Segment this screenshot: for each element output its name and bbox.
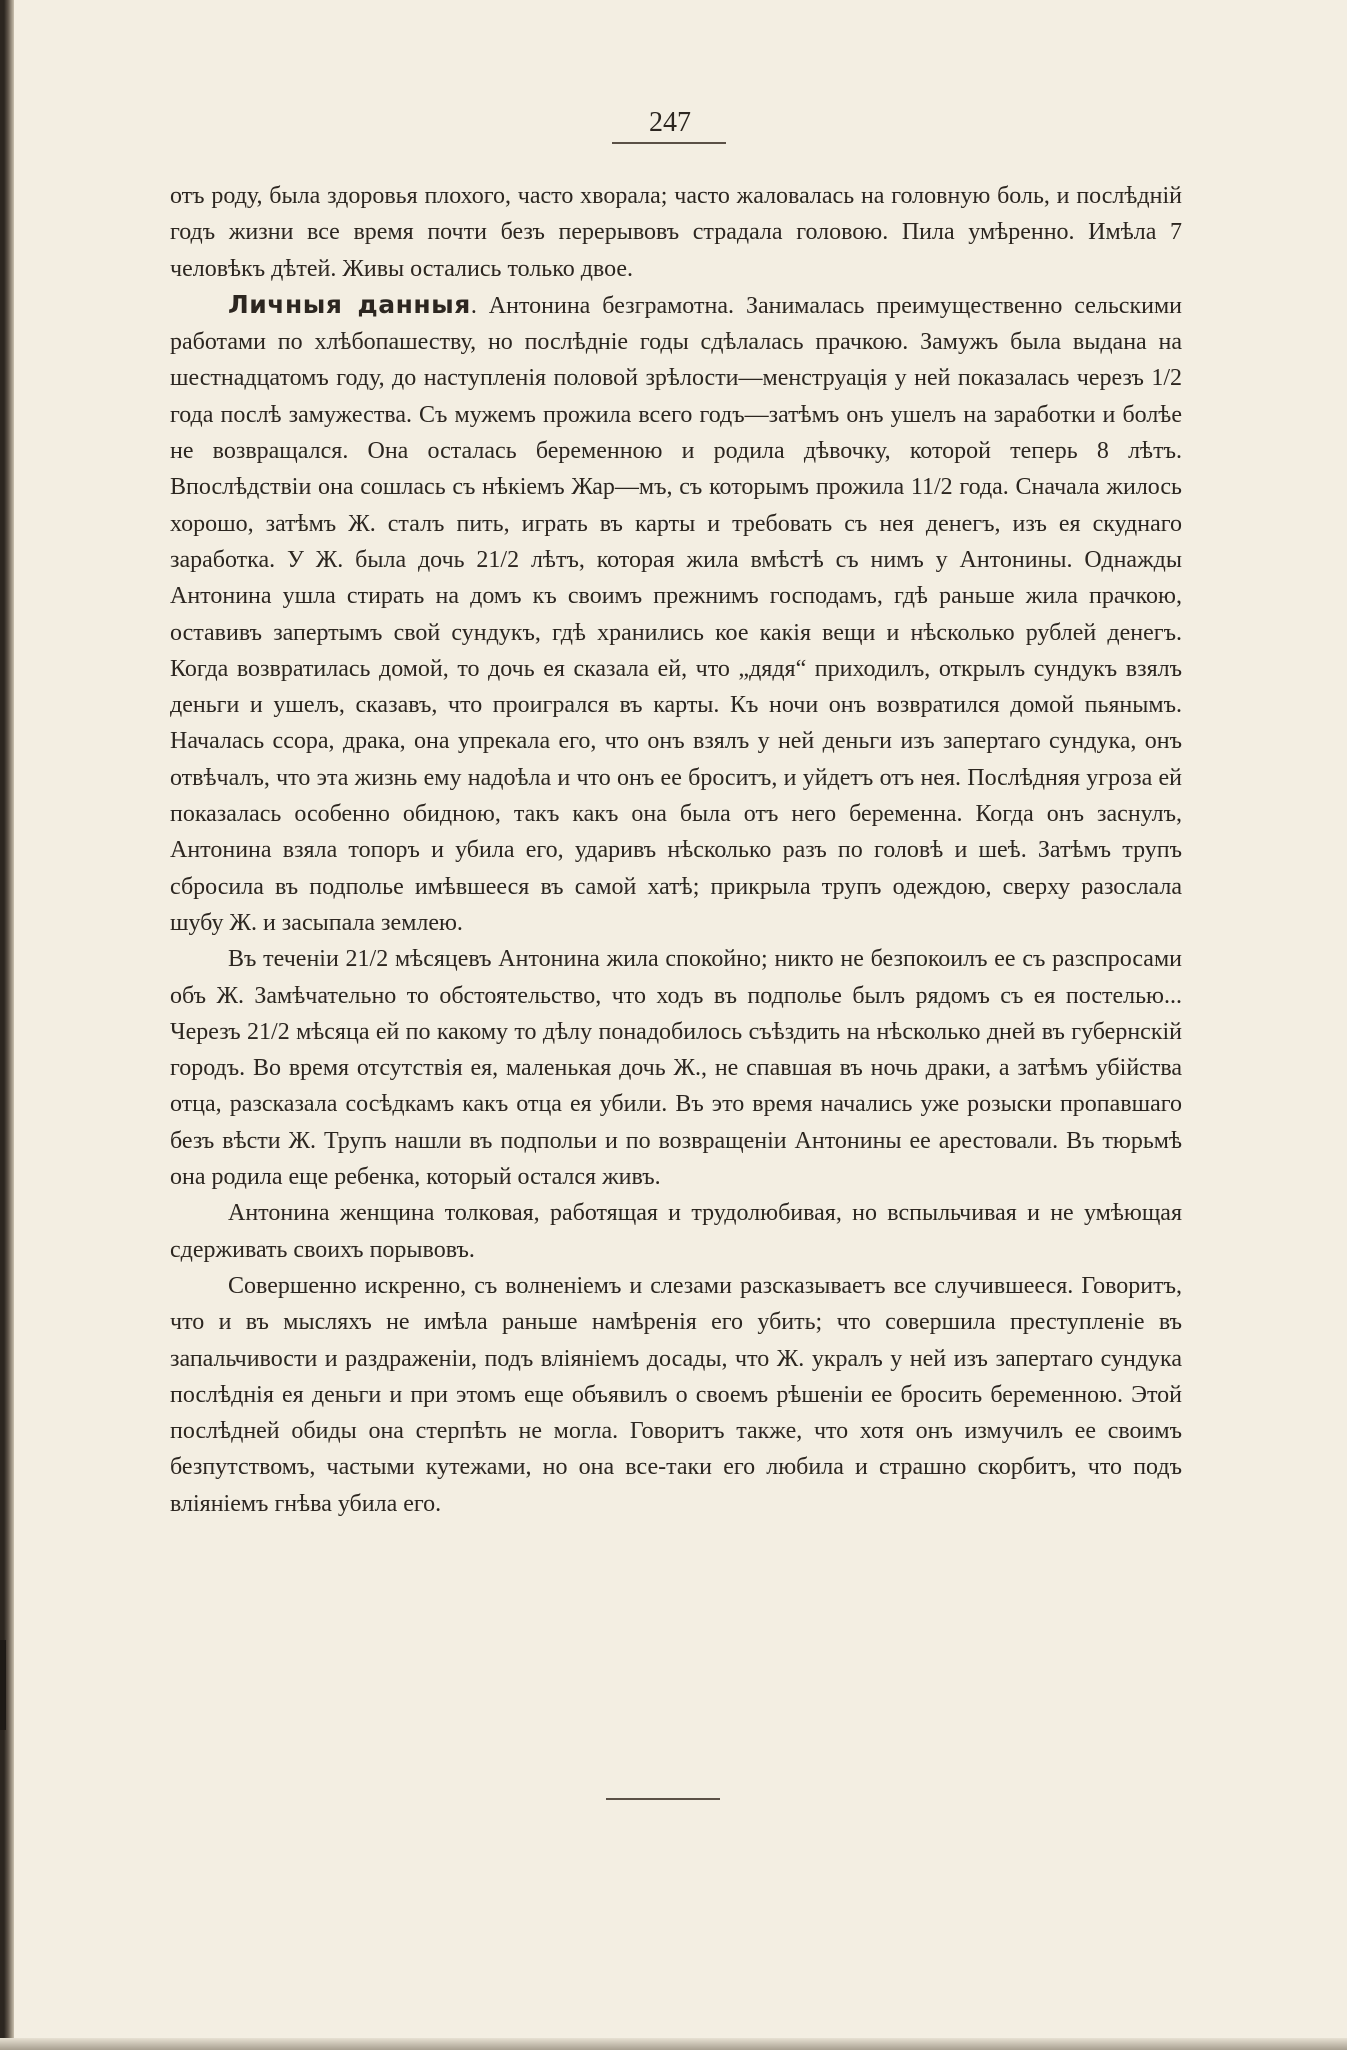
page-bottom-edge [0, 2038, 1347, 2050]
page-number: 247 [649, 107, 691, 138]
paragraph-4-text: Антонина женщина толковая, работящая и трудолюбивая, но вспыльчивая и не умѣющая сдерживать своихъ порывовъ. [170, 1200, 1182, 1263]
paragraph-2 [170, 287, 1182, 941]
paragraph-1 [170, 178, 1182, 287]
page-number-underline [612, 142, 726, 144]
paragraph-4 [170, 1195, 1182, 1268]
page-binding-edge [0, 0, 14, 2050]
end-of-text-rule [606, 1798, 720, 1800]
paragraph-3-text: Въ теченiи 21/2 мѣсяцевъ Антонина жила спокойно; никто не безпокоилъ ее съ разспросами объ Ж. Замѣчательно то обстоятельство, что ходъ въ подполье былъ рядомъ съ ея постелью... Черезъ 21/2 мѣсяца ей по какому то дѣлу понадобилось съѣздить на нѣсколько дней въ губернскiй городъ. Во время отсутствiя ея, маленькая дочь Ж., не спавшая въ ночь драки, а затѣмъ убiйства отца, разсказала сосѣдкамъ какъ отца ея убили. Въ это время начались уже розыски пропавшаго безъ вѣсти Ж. Трупъ нашли въ подпольи и по возвращенiи Антонины ее арестовали. Въ тюрьмѣ она родила еще ребенка, который остался живъ. [170, 946, 1182, 1191]
paragraph-5 [170, 1268, 1182, 1522]
section-heading-personal-data: Личныя данныя [228, 289, 471, 319]
body-text [170, 178, 1182, 1522]
paragraph-3 [170, 941, 1182, 1195]
paragraph-1-text: отъ роду, была здоровья плохого, часто хворала; часто жаловалась на головную боль, и послѣднiй годъ жизни все время почти безъ перерывовъ страдала головою. Пила умѣренно. Имѣла 7 человѣкъ дѣтей. Живы остались только двое. [170, 183, 1182, 282]
binding-mark [0, 1640, 6, 1730]
paragraph-2-text: . Антонина безграмотна. Занималась преимущественно сельскими работами по хлѣбопашеству, но послѣднiе годы сдѣлалась прачкою. Замужъ была выдана на шестнадцатомъ году, до наступленiя половой зрѣлости—менструацiя у ней показалась черезъ 1/2 года послѣ замужества. Съ мужемъ прожила всего годъ—затѣмъ онъ ушелъ на заработки и болѣе не возвращался. Она осталась беременною и родила дѣвочку, которой теперь 8 лѣтъ. Впослѣдствiи она сошлась съ нѣкiемъ Жар—мъ, съ которымъ прожила 11/2 года. Сначала жилось хорошо, затѣмъ Ж. сталъ пить, играть въ карты и требовать съ нея денегъ, изъ ея скуднаго заработка. У Ж. была дочь 21/2 лѣтъ, которая жила вмѣстѣ съ нимъ у Антонины. Однажды Антонина ушла стирать на домъ къ своимъ прежнимъ господамъ, гдѣ раньше жила прачкою, оставивъ запертымъ свой сундукъ, гдѣ хранились кое какiя вещи и нѣсколько рублей денегъ. Когда возвратилась домой, то дочь ея сказала ей, что „дядя“ приходилъ, открылъ сундукъ взялъ деньги и ушелъ, сказавъ, что проигрался въ карты. Къ ночи онъ возвратился домой пьянымъ. Началась ссора, драка, она упрекала его, что онъ взялъ у ней деньги изъ запертаго сундука, онъ отвѣчалъ, что эта жизнь ему надоѣла и что онъ ее броситъ, и уйдетъ отъ нея. Послѣдняя угроза ей показалась особенно обидною, такъ какъ она была отъ него беременна. Когда онъ заснулъ, Антонина взяла топоръ и убила его, ударивъ нѣсколько разъ по головѣ и шеѣ. Затѣмъ трупъ сбросила въ подполье имѣвшееся въ самой хатѣ; прикрыла трупъ одеждою, сверху разослала шубу Ж. и засыпала землею. [170, 292, 1182, 936]
paragraph-5-text: Совершенно искренно, съ волненiемъ и слезами разсказываетъ все случившееся. Говоритъ, что и въ мысляхъ не имѣла раньше намѣренiя его убить; что совершила преступленiе въ запальчивости и раздраженiи, подъ влiянiемъ досады, что Ж. укралъ у ней изъ запертаго сундука послѣднiя ея деньги и при этомъ еще объявилъ о своемъ рѣшенiи ее бросить беременною. Этой послѣдней обиды она стерпѣть не могла. Говоритъ также, что хотя онъ измучилъ ее своимъ безпутствомъ, частыми кутежами, но она все-таки его любила и страшно скорбитъ, что подъ влiянiемъ гнѣва убила его. [170, 1272, 1182, 1517]
